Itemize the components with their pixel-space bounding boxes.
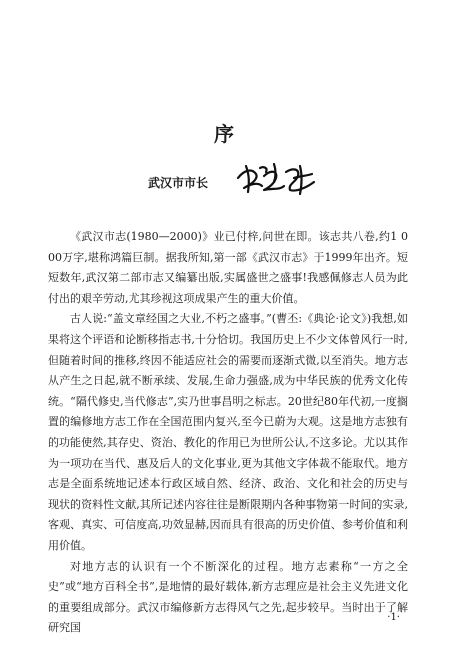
paragraph-1: 《武汉市志(1980—2000)》业已付梓,问世在即。该志共八卷,约1 000万字,堪称鸿篇巨制。据我所知,第一部《武汉市志》于1999年出齐。短短数年,武汉第二部市志又编纂出版,实属盛世之盛事!我感佩修志人员为此付出的艰辛劳动,尤其珍视这项成果产生的重大价值。 [48, 230, 408, 305]
preface-body [48, 227, 408, 639]
paragraph-3: 对地方志的认识有一个不断深化的过程。地方志素称“一方之全史”或“地方百科全书”,是地情的最好载体,新方志理应是社会主义先进文化的重要组成部分。武汉市编修新方志得风气之先,起步较早。当时出于了解研究国 [48, 559, 408, 635]
page-title: 序 [214, 122, 236, 146]
paragraph-2: 古人说:“盖文章经国之大业,不朽之盛事。”(曹丕:《典论·论文》)我想,如果将这个评语和论断移指志书,十分恰切。我国历史上不少文体曾风行一时,但随着时间的推移,终因不能适应社会的需要而逐渐式微,以至消失。地方志从产生之日起,就不断承续、发展,生命力强盛,成为中华民族的优秀文化传统。“隔代修史,当代修志”,实乃世事昌明之标志。20世纪80年代初,一度搁置的编修地方志工作在全国范围内复兴,至今已蔚为大观。这是地方志独有的功能使然,其存史、资治、教化的作用已为世所公认,不这多论。尤以其作为一项功在当代、惠及后人的文化事业,更为其他文字体裁不能取代。地方志是全面系统地记述本行政区域自然、经济、政治、文化和社会的历史与现状的资料性文献,其所记述内容往往是断限期内各种事物第一时间的实录,客观、真实、可信度高,功效显赫,因而具有很高的历史价值、参考价值和利用价值。 [48, 312, 408, 552]
signature-image [234, 158, 320, 198]
page-number: ·1· [387, 612, 400, 623]
author-title: 武汉市市长 [148, 176, 209, 190]
